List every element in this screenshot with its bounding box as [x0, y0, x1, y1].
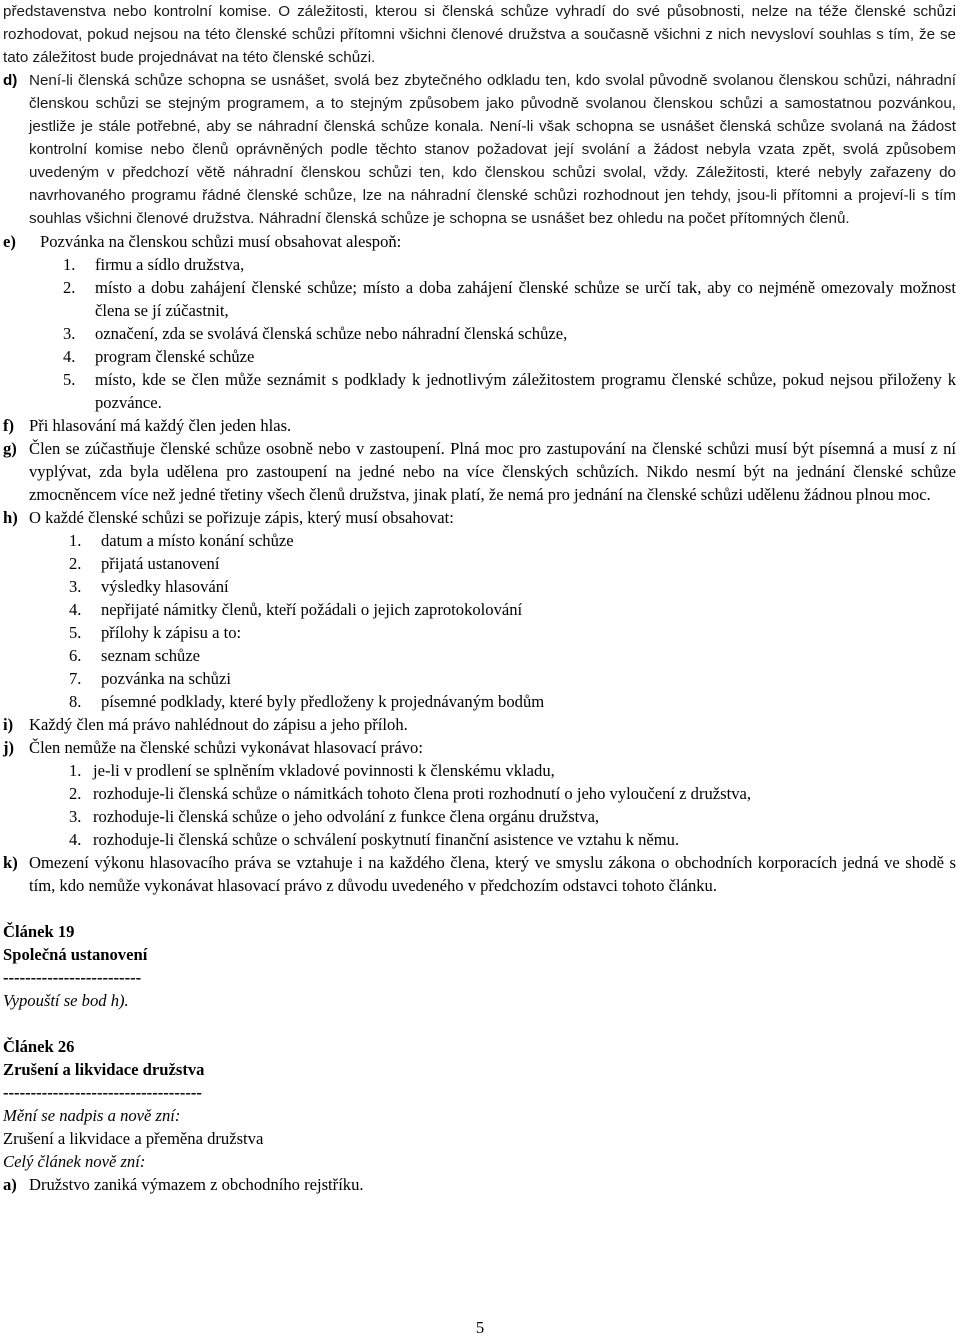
item-label: j): [3, 738, 15, 757]
item-label: i): [3, 715, 14, 734]
list-item: 4. program členské schůze: [63, 347, 255, 366]
item-label: f): [3, 416, 15, 435]
item-label: e): [3, 232, 16, 251]
item-text: Pozvánka na členskou schůzi musí obsahovat alespoň:: [40, 232, 402, 251]
list-item: 1. firmu a sídlo družstva,: [63, 255, 245, 274]
list-item: 7. pozvánka na schůzi: [69, 669, 231, 688]
article-26-rule: ------------------------------------: [3, 1083, 202, 1102]
article-26-item-a: [3, 1173, 956, 1196]
item-text: Při hlasování má každý člen jeden hlas.: [29, 416, 292, 435]
document-page: [3, 0, 956, 1196]
item-text: Člen se zúčastňuje členské schůze osobně nebo v zastoupení. Plná moc pro zastupování na členské schůzi musí být písemná a musí z ní vyplývat, zda byla udělena pro zastoupení na jedné nebo na více členských schůzích. Nikdo nesmí být na jednání členské schůze zmocněncem více než jedné třetiny všech členů družstva, jinak platí, že nemá pro jednání na členské schůzi udělenu žádnou plnou moc.: [29, 439, 956, 504]
item-text: O každé členské schůzi se pořizuje zápis, který musí obsahovat:: [29, 508, 454, 527]
paragraph-continuation: představenstva nebo kontrolní komise. O záležitosti, kterou si členská schůze vyhradí do své působnosti, nelze na téže členské schůzi rozhodovat, pokud nejsou na této členské schůzi přítomni všichni členové družstva a současně všichni z nich nevysloví souhlas s tím, že se tato záležitost bude projednávat na této členské schůzi.: [3, 3, 956, 66]
list-item: 1. datum a místo konání schůze: [69, 531, 294, 550]
item-text: Člen nemůže na členské schůzi vykonávat hlasovací právo:: [29, 738, 423, 757]
item-text: Družstvo zaniká výmazem z obchodního rejstříku.: [29, 1175, 364, 1194]
item-text: Omezení výkonu hlasovacího práva se vztahuje i na každého člena, který ve smyslu zákona o obchodních korporacích jedná ve shodě s tím, kdo nemůže vykonávat hlasovací právo z důvodu uvedeného v předchozím odstavci tohoto článku.: [29, 853, 956, 895]
article-19-title: Společná ustanovení: [3, 945, 148, 964]
item-label: a): [3, 1175, 17, 1194]
list-item: 3. výsledky hlasování: [69, 577, 229, 596]
list-item: 5. přílohy k zápisu a to:: [69, 623, 242, 642]
item-h: [3, 506, 956, 529]
item-i: [3, 713, 956, 736]
item-text: Každý člen má právo nahlédnout do zápisu a jeho příloh.: [29, 715, 408, 734]
item-label: h): [3, 508, 18, 527]
article-26-heading: Článek 26: [3, 1037, 75, 1056]
list-item: 2. přijatá ustanovení: [69, 554, 220, 573]
list-item: 1. je-li v prodlení se splněním vkladové povinnosti k členskému vkladu,: [69, 761, 555, 780]
list-item: 2. rozhoduje-li členská schůze o námitkách tohoto člena proti rozhodnutí o jeho vyloučení z družstva,: [69, 784, 752, 803]
list-item: 6. seznam schůze: [69, 646, 201, 665]
invitation-contents-list: [3, 253, 956, 414]
item-k: [3, 851, 956, 897]
list-item: 3. rozhoduje-li členská schůze o jeho odvolání z funkce člena orgánu družstva,: [69, 807, 600, 826]
article-26-title: Zrušení a likvidace družstva: [3, 1060, 205, 1079]
minutes-contents-list: [3, 529, 956, 713]
item-label: g): [3, 439, 17, 458]
list-item: 8. písemné podklady, které byly předloženy k projednávaným bodům: [69, 692, 545, 711]
item-label: k): [3, 853, 18, 872]
item-d: [3, 69, 956, 230]
list-item: 4. nepřijaté námitky členů, kteří požádali o jejich zaprotokolování: [69, 600, 523, 619]
item-e: [3, 230, 956, 253]
list-item: 2. místo a dobu zahájení členské schůze; místo a doba zahájení členské schůze se určí tak, aby co nejméně omezovaly možnost člena se jí zúčastnit,: [63, 278, 956, 320]
article-19-heading: Článek 19: [3, 922, 75, 941]
article-26-new-title: Zrušení a likvidace a přeměna družstva: [3, 1129, 264, 1148]
list-item: 5. místo, kde se člen může seznámit s podklady k jednotlivým záležitostem programu členské schůze, pokud nejsou přiloženy k pozvánce.: [63, 370, 956, 412]
article-26-note-article: Celý článek nově zní:: [3, 1152, 146, 1171]
item-f: [3, 414, 956, 437]
item-j: [3, 736, 956, 759]
item-g: [3, 437, 956, 506]
list-item: 3. označení, zda se svolává členská schůze nebo náhradní členská schůze,: [63, 324, 568, 343]
voting-restriction-list: [3, 759, 956, 851]
list-item: 4. rozhoduje-li členská schůze o schválení poskytnutí finanční asistence ve vztahu k němu.: [69, 830, 680, 849]
item-text: Není-li členská schůze schopna se usnášet, svolá bez zbytečného odkladu ten, kdo svolal původně svolanou členskou schůzi, náhradní členskou schůzi se stejným programem, a to stejným způsobem jako původně svolanou členskou schůzi a samostatnou pozvánkou, jestliže je stále potřebné, aby se náhradní členská schůze konala. Není-li však schopna se usnášet členská schůze svolaná na žádost kontrolní komise nebo členů oprávněných podle těchto stanov požadovat její svolání a žádost nebyla vzata zpět, svolá způsobem uvedeným v předchozí větě náhradní členskou schůzi ten, kdo členskou schůzi svolal, vždy. Záležitosti, které nebyly zařazeny do navrhovaného programu řádné členské schůze, lze na náhradní členské schůzi rozhodnout jen tehdy, jsou-li přítomni a projeví-li s tím souhlas všichni členové družstva. Náhradní členská schůze je schopna se usnášet bez ohledu na počet přítomných členů.: [29, 72, 956, 227]
page-number: 5: [475, 1318, 485, 1337]
article-19-note: Vypouští se bod h).: [3, 991, 129, 1010]
item-label: d): [3, 72, 18, 89]
article-26-note-heading: Mění se nadpis a nově zní:: [3, 1106, 181, 1125]
article-19-rule: -------------------------: [3, 968, 142, 987]
